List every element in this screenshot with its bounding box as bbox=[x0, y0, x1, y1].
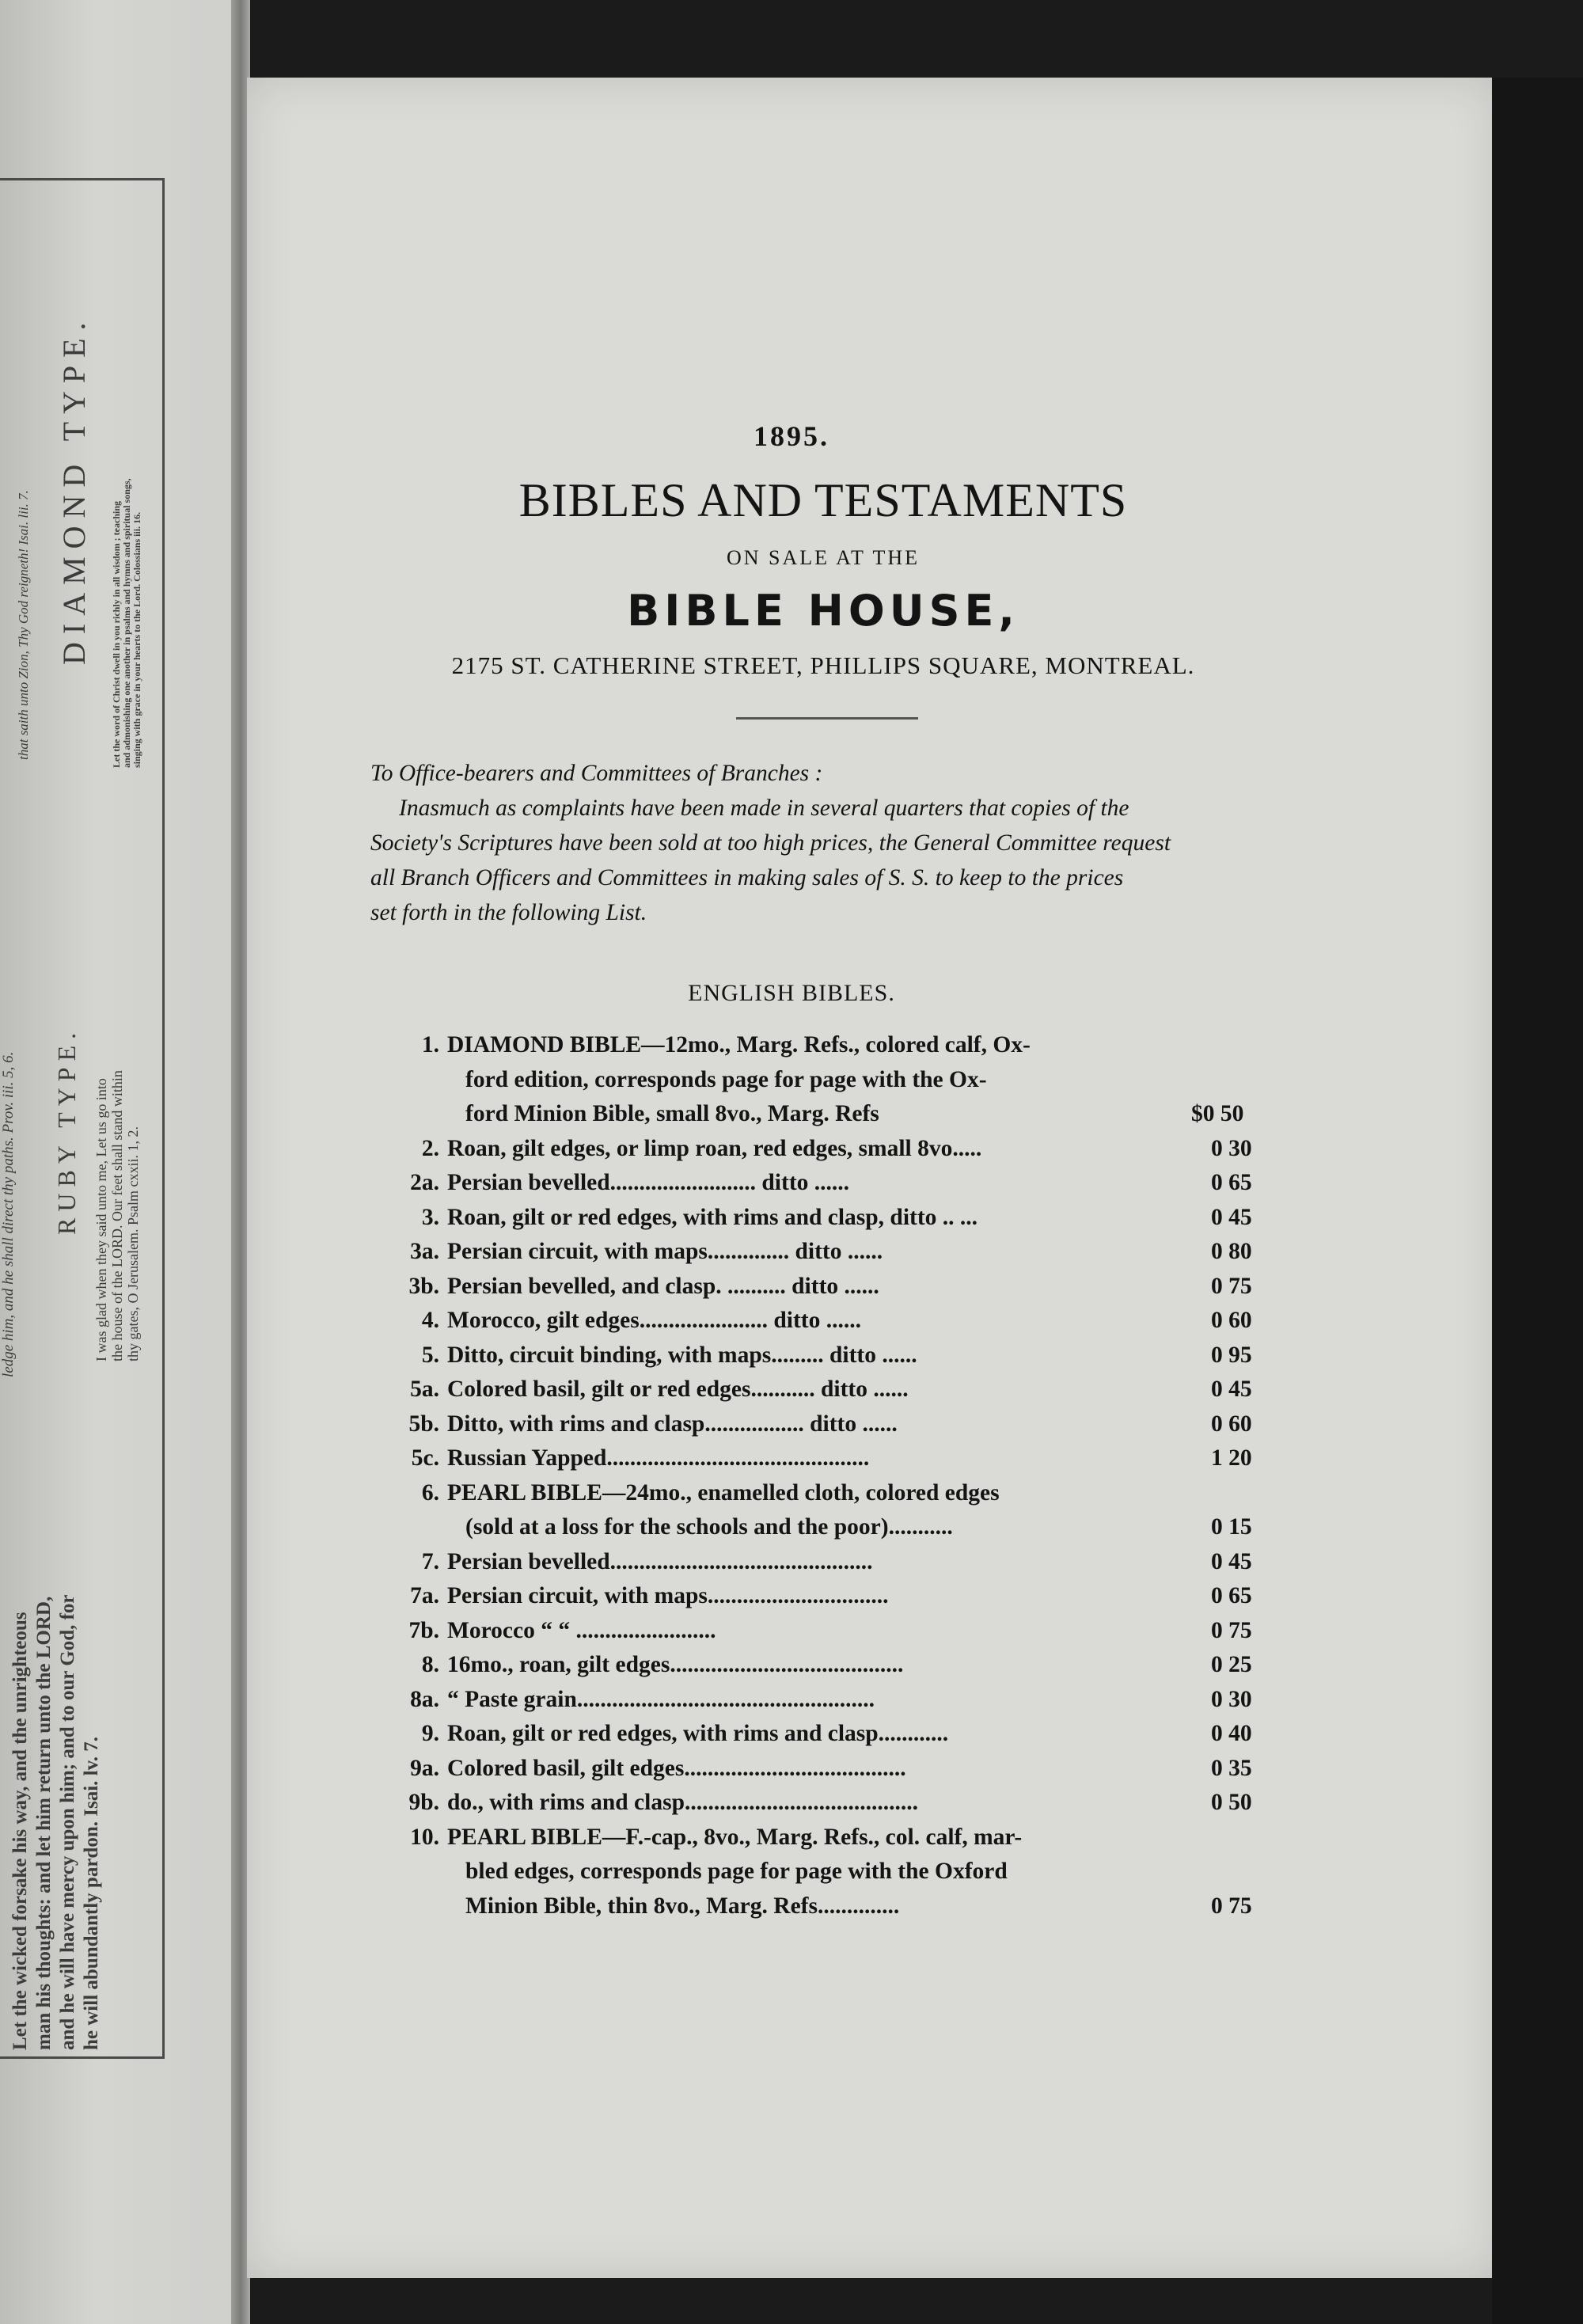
list-item bbox=[372, 1546, 1290, 1578]
left-top-line: that saith unto Zion, Thy God reigneth! Isai. lii. 7. bbox=[16, 490, 31, 760]
list-item bbox=[372, 1649, 1290, 1680]
list-item bbox=[372, 1890, 1290, 1922]
section-title: ENGLISH BIBLES. bbox=[688, 980, 895, 1006]
ruby-quote-2: the house of the LORD. Our feet shall stand within bbox=[109, 1070, 125, 1361]
item-number: 9b. bbox=[408, 1790, 439, 1815]
item-price: 0 95 bbox=[1211, 1342, 1252, 1368]
item-number: 7a. bbox=[410, 1583, 439, 1608]
item-description: DIAMOND BIBLE—12mo., Marg. Refs., colored calf, Ox- bbox=[447, 1032, 1031, 1058]
item-description: Colored basil, gilt edges...................................... bbox=[447, 1755, 906, 1781]
list-item bbox=[372, 1752, 1290, 1784]
item-description: 16mo., roan, gilt edges........................................ bbox=[447, 1652, 904, 1677]
list-item bbox=[372, 1064, 1290, 1096]
item-description: ford edition, corresponds page for page with the Ox- bbox=[465, 1066, 987, 1092]
item-number: 1. bbox=[421, 1032, 439, 1058]
item-number: 5c. bbox=[411, 1445, 439, 1471]
list-item bbox=[372, 1270, 1290, 1302]
item-number: 5a. bbox=[410, 1377, 439, 1402]
item-price: 0 75 bbox=[1211, 1893, 1252, 1919]
item-description: Persian circuit, with maps............................... bbox=[447, 1583, 889, 1608]
page-title: BIBLES AND TESTAMENTS bbox=[518, 474, 1128, 526]
item-price: 0 75 bbox=[1211, 1273, 1252, 1299]
item-description: Roan, gilt or red edges, with rims and clasp............ bbox=[447, 1721, 949, 1746]
item-description: Roan, gilt or red edges, with rims and clasp, ditto .. ... bbox=[447, 1204, 978, 1230]
bible-house-heading: BIBLE HOUSE, bbox=[627, 586, 1019, 636]
item-price: 1 20 bbox=[1211, 1445, 1252, 1471]
list-item bbox=[372, 1408, 1290, 1440]
item-number: 6. bbox=[421, 1479, 439, 1506]
item-price: 0 65 bbox=[1211, 1583, 1252, 1608]
list-item bbox=[372, 1098, 1290, 1130]
left-facing-page bbox=[0, 0, 237, 2324]
item-number: 3b. bbox=[408, 1273, 439, 1299]
item-description: Persian circuit, with maps.............. ditto ...... bbox=[447, 1239, 883, 1264]
item-price: $0 50 bbox=[1191, 1101, 1244, 1126]
bottom-quote-1: Let the wicked forsake his way, and the unrighteous bbox=[9, 1612, 31, 2050]
diamond-quote-1: Let the word of Christ dwell in you richly in all wisdom ; teaching bbox=[111, 500, 122, 768]
item-number: 2. bbox=[421, 1135, 439, 1161]
list-item bbox=[372, 1029, 1290, 1061]
list-item bbox=[372, 1202, 1290, 1233]
item-price: 0 40 bbox=[1211, 1721, 1252, 1746]
item-description: Russian Yapped............................................. bbox=[447, 1445, 870, 1471]
list-item bbox=[372, 1684, 1290, 1715]
item-description: PEARL BIBLE—24mo., enamelled cloth, colored edges bbox=[447, 1479, 1000, 1506]
item-description: Roan, gilt edges, or limp roan, red edges, small 8vo..... bbox=[447, 1135, 982, 1161]
list-item bbox=[372, 1855, 1290, 1887]
item-price: 0 30 bbox=[1211, 1686, 1252, 1712]
diamond-type-title: DIAMOND TYPE. bbox=[56, 314, 92, 665]
item-price: 0 75 bbox=[1211, 1617, 1252, 1643]
ruby-quote-1: I was glad when they said unto me, Let us go into bbox=[93, 1078, 109, 1361]
list-item bbox=[372, 1133, 1290, 1164]
list-item bbox=[372, 1442, 1290, 1474]
item-description: Persian bevelled, and clasp. .......... ditto ...... bbox=[447, 1273, 879, 1299]
item-description: Ditto, circuit binding, with maps......... ditto ...... bbox=[447, 1342, 917, 1368]
item-description: Morocco “ “ ........................ bbox=[447, 1617, 716, 1643]
item-price: 0 60 bbox=[1211, 1308, 1252, 1333]
diamond-quote-2: and admonishing one another in psalms and hymns and spiritual songs, bbox=[121, 478, 132, 768]
notice-line: Inasmuch as complaints have been made in several quarters that copies of the bbox=[399, 796, 1129, 821]
notice-line: To Office-bearers and Committees of Branches : bbox=[370, 761, 823, 786]
year: 1895. bbox=[754, 420, 829, 452]
list-item bbox=[372, 1236, 1290, 1267]
item-description: “ Paste grain................................................... bbox=[447, 1686, 875, 1712]
item-price: 0 65 bbox=[1211, 1170, 1252, 1195]
item-number: 5. bbox=[421, 1342, 439, 1368]
notice-paragraph bbox=[370, 756, 1289, 930]
item-description: PEARL BIBLE—F.-cap., 8vo., Marg. Refs., col. calf, mar- bbox=[447, 1824, 1023, 1850]
list-item bbox=[372, 1373, 1290, 1405]
left-mid-line: ledge him, and he shall direct thy paths. Prov. iii. 5, 6. bbox=[0, 1051, 17, 1377]
item-description: (sold at a loss for the schools and the poor)........... bbox=[465, 1514, 953, 1540]
subtitle: ON SALE AT THE bbox=[727, 546, 920, 569]
item-description: Morocco, gilt edges...................... ditto ...... bbox=[447, 1308, 862, 1333]
list-item bbox=[372, 1304, 1290, 1336]
item-price: 0 15 bbox=[1211, 1514, 1252, 1540]
item-description: ford Minion Bible, small 8vo., Marg. Refs bbox=[465, 1101, 879, 1126]
item-price: 0 25 bbox=[1211, 1652, 1252, 1677]
item-number: 2a. bbox=[410, 1170, 439, 1195]
bottom-quote-4: he will abundantly pardon. Isai. lv. 7. bbox=[81, 1737, 102, 2050]
address: 2175 ST. CATHERINE STREET, PHILLIPS SQUARE, MONTREAL. bbox=[451, 651, 1195, 679]
item-number: 7. bbox=[421, 1548, 439, 1574]
divider-rule bbox=[736, 717, 918, 720]
list-item bbox=[372, 1718, 1290, 1749]
item-price: 0 45 bbox=[1211, 1204, 1252, 1230]
item-description: Persian bevelled............................................. bbox=[447, 1548, 873, 1574]
notice-line: set forth in the following List. bbox=[370, 900, 647, 925]
item-number: 3. bbox=[421, 1204, 439, 1230]
item-price: 0 30 bbox=[1211, 1135, 1252, 1161]
item-price: 0 50 bbox=[1211, 1790, 1252, 1815]
list-item bbox=[372, 1167, 1290, 1198]
item-price: 0 45 bbox=[1211, 1377, 1252, 1402]
ruby-type-title: RUBY TYPE. bbox=[52, 1026, 81, 1235]
item-number: 8. bbox=[421, 1652, 439, 1677]
list-item bbox=[372, 1477, 1290, 1509]
item-number: 8a. bbox=[410, 1686, 439, 1712]
item-price: 0 35 bbox=[1211, 1755, 1252, 1781]
item-description: Ditto, with rims and clasp................. ditto ...... bbox=[447, 1411, 898, 1437]
item-number: 3a. bbox=[410, 1239, 439, 1264]
list-item bbox=[372, 1787, 1290, 1818]
notice-line: all Branch Officers and Committees in making sales of S. S. to keep to the prices bbox=[370, 865, 1124, 890]
list-item bbox=[372, 1580, 1290, 1612]
diamond-quote-3: singing with grace in your hearts to the Lord. Colossians iii. 16. bbox=[131, 511, 142, 768]
bottom-quote-2: man his thoughts: and let him return unto the LORD, bbox=[33, 1596, 55, 2050]
item-number: 10. bbox=[410, 1824, 439, 1850]
item-description: bled edges, corresponds page for page with the Oxford bbox=[465, 1859, 1008, 1884]
bottom-quote-3: and he will have mercy upon him; and to our God, for bbox=[57, 1594, 78, 2050]
item-number: 9. bbox=[421, 1721, 439, 1746]
list-item bbox=[372, 1615, 1290, 1646]
item-description: Colored basil, gilt or red edges........... ditto ...... bbox=[447, 1377, 909, 1402]
ruby-quote-3: thy gates, O Jerusalem. Psalm cxxii. 1, 2. bbox=[125, 1126, 141, 1361]
item-number: 9a. bbox=[410, 1755, 439, 1781]
item-number: 5b. bbox=[408, 1411, 439, 1437]
item-number: 4. bbox=[421, 1308, 439, 1333]
item-price: 0 45 bbox=[1211, 1548, 1252, 1574]
list-item bbox=[372, 1511, 1290, 1543]
item-description: do., with rims and clasp........................................ bbox=[447, 1790, 918, 1815]
item-price: 0 60 bbox=[1211, 1411, 1252, 1437]
item-description: Minion Bible, thin 8vo., Marg. Refs.............. bbox=[465, 1893, 900, 1919]
item-description: Persian bevelled......................... ditto ...... bbox=[447, 1170, 850, 1195]
notice-line: Society's Scriptures have been sold at too high prices, the General Committee request bbox=[370, 830, 1171, 856]
list-item bbox=[372, 1339, 1290, 1371]
item-price: 0 80 bbox=[1211, 1239, 1252, 1264]
item-number: 7b. bbox=[408, 1617, 439, 1643]
list-item bbox=[372, 1821, 1290, 1853]
page-edge-shadow bbox=[1492, 78, 1583, 2324]
